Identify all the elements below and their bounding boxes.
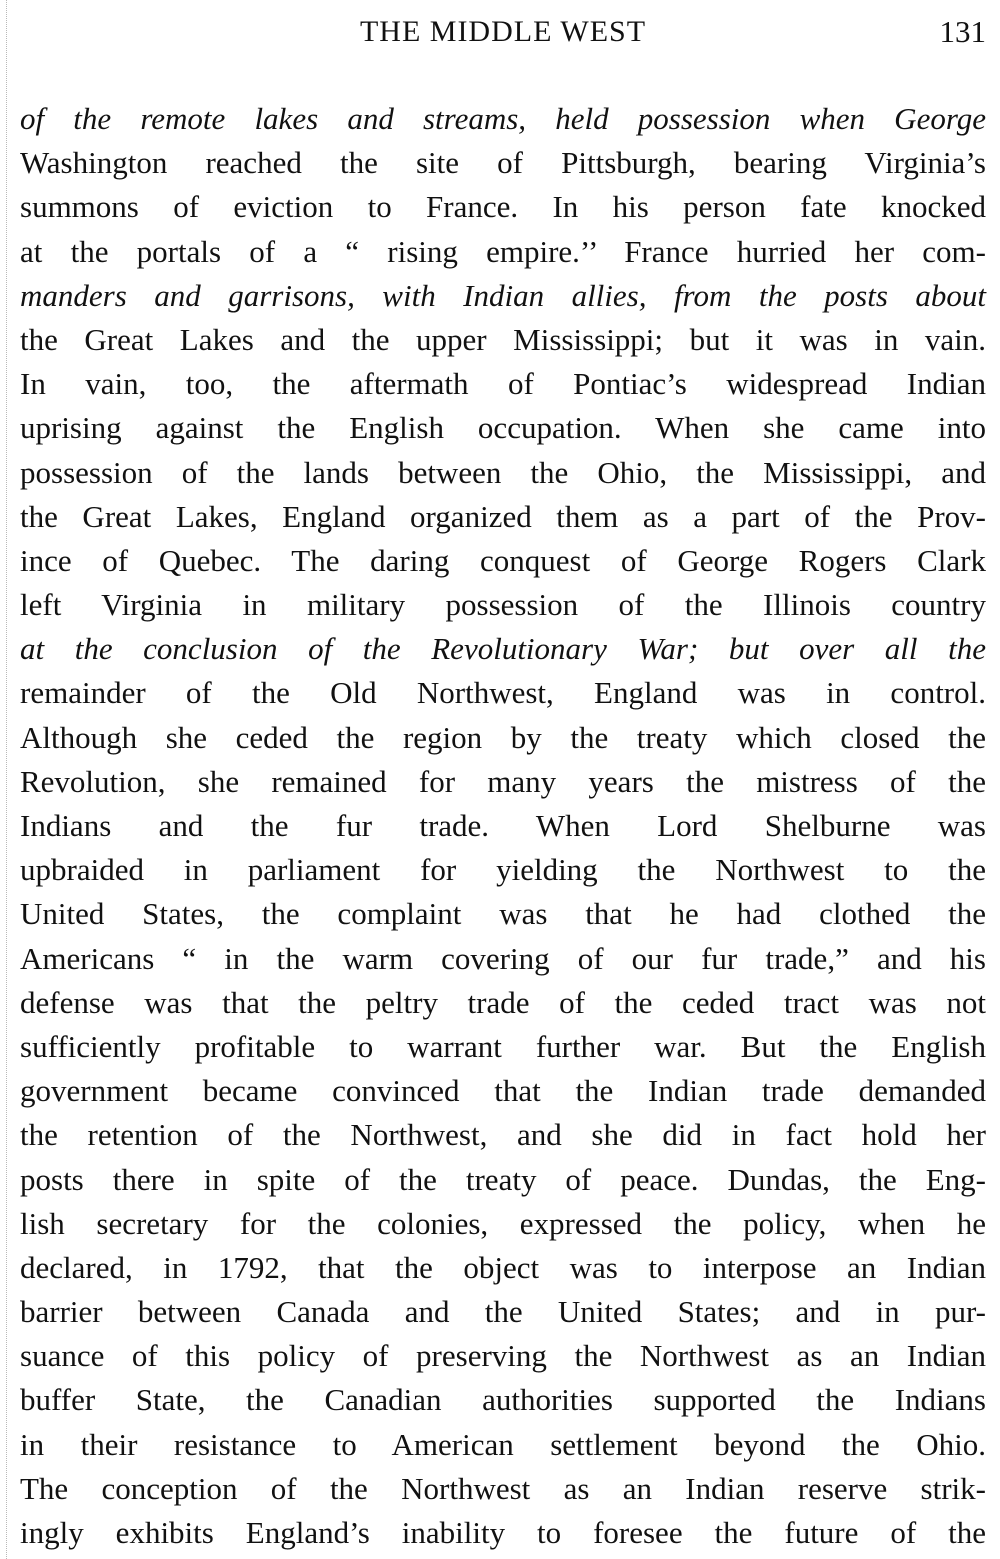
- text-line: The conception of the Northwest as an Indian reserve strik-: [20, 1470, 986, 1506]
- text-line: summons of eviction to France. In his person fate knocked: [20, 189, 986, 225]
- text-line: Washington reached the site of Pittsburgh, bearing Virginia’s: [20, 145, 986, 181]
- text-line: buffer State, the Canadian authorities supported the Indians: [20, 1382, 986, 1418]
- text-line: Indians and the fur trade. When Lord Shelburne was: [20, 808, 986, 843]
- text-line: possession of the lands between the Ohio, the Mississippi, and: [20, 454, 986, 490]
- text-line: defense was that the peltry trade of the ceded tract was not: [20, 984, 986, 1020]
- body-paragraph: [20, 97, 986, 1555]
- running-head: THE MIDDLE WEST: [359, 15, 647, 48]
- text-line: left Virginia in military possession of the Illinois country: [20, 587, 986, 623]
- page-edge: [0, 0, 7, 1559]
- text-line: the Great Lakes, England organized them as a part of the Prov-: [20, 498, 986, 534]
- text-line: lish secretary for the colonies, expressed the policy, when he: [20, 1205, 986, 1241]
- text-line: upbraided in parliament for yielding the Northwest to the: [20, 852, 986, 888]
- text-line: Revolution, she remained for many years the mistress of the: [20, 763, 986, 799]
- text-line: suance of this policy of preserving the Northwest as an Indian: [20, 1338, 986, 1374]
- text-line: at the conclusion of the Revolutionary War; but over all the: [20, 631, 986, 667]
- text-line: sufficiently profitable to warrant further war. But the English: [20, 1028, 986, 1064]
- text-line: barrier between Canada and the United States; and in pur-: [20, 1294, 986, 1330]
- text-line: Although she ceded the region by the treaty which closed the: [20, 719, 986, 755]
- text-line: In vain, too, the aftermath of Pontiac’s widespread Indian: [20, 366, 986, 402]
- text-line: uprising against the English occupation. When she came into: [20, 410, 986, 446]
- page-number: 131: [939, 14, 986, 49]
- text-line: the retention of the Northwest, and she did in fact hold her: [20, 1117, 986, 1153]
- text-line: declared, in 1792, that the object was to interpose an Indian: [20, 1249, 986, 1285]
- text-line: Americans “ in the warm covering of our fur trade,” and his: [20, 940, 986, 976]
- text-line: at the portals of a “ rising empire.’’ France hurried her com-: [20, 233, 986, 269]
- text-line: the Great Lakes and the upper Mississippi; but it was in vain.: [20, 321, 986, 357]
- text-line: in their resistance to American settlement beyond the Ohio.: [20, 1426, 986, 1462]
- text-line: of the remote lakes and streams, held possession when George: [20, 101, 986, 136]
- text-line: government became convinced that the Indian trade demanded: [20, 1073, 986, 1109]
- text-line: ingly exhibits England’s inability to foresee the future of the: [20, 1515, 986, 1550]
- text-line: remainder of the Old Northwest, England was in control.: [20, 675, 986, 711]
- text-line: United States, the complaint was that he had clothed the: [20, 896, 986, 932]
- text-line: posts there in spite of the treaty of peace. Dundas, the Eng-: [20, 1161, 986, 1197]
- text-line: manders and garrisons, with Indian allies, from the posts about: [20, 277, 986, 313]
- page-header: [20, 12, 986, 52]
- text-line: ince of Quebec. The daring conquest of George Rogers Clark: [20, 542, 986, 578]
